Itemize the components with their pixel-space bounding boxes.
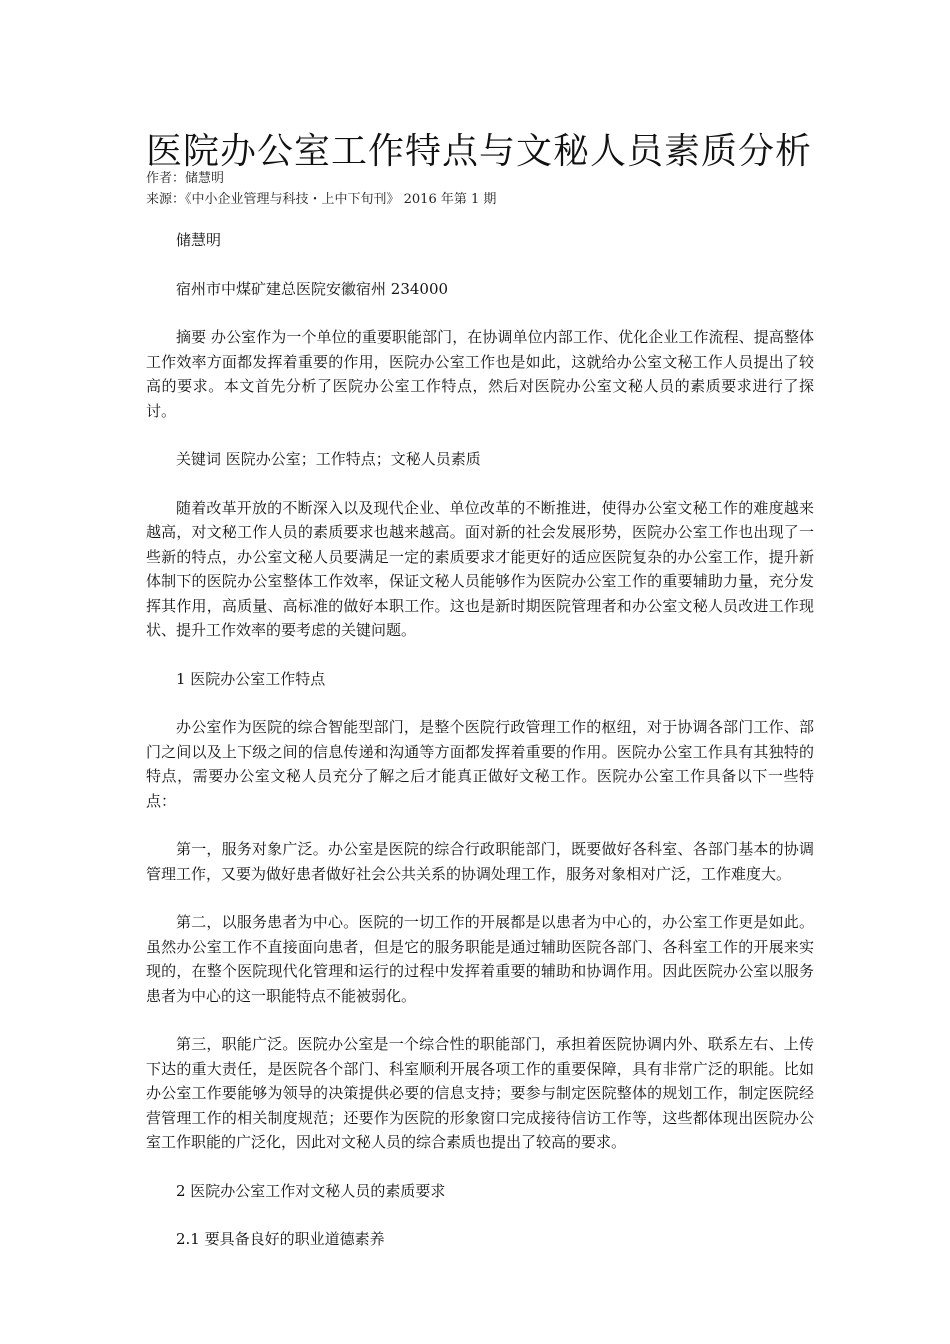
affiliation-paragraph: 宿州市中煤矿建总医院安徽宿州 234000 — [176, 279, 449, 298]
source-line: 来源：《中小企业管理与科技・上中下旬刊》 2016 年第 1 期 — [146, 192, 497, 207]
document-title: 医院办公室工作特点与文秘人员素质分析 — [146, 131, 813, 173]
section1-paragraph: 办公室作为医院的综合智能型部门，是整个医院行政管理工作的枢纽，对于协调各部门工作、部门之间以及上下级之间的信息传递和沟通等方面都发挥着重要的作用。医院办公室工作具有其独特的特点，需要办公室文秘人员充分了解之后才能真正做好文秘工作。医院办公室工作具备以下一些特点： — [146, 718, 814, 810]
intro-paragraph: 随着改革开放的不断深入以及现代企业、单位改革的不断推进，使得办公室文秘工作的难度越来越高，对文秘工作人员的素质要求也越来越高。面对新的社会发展形势，医院办公室工作也出现了一些新的特点，办公室文秘人员要满足一定的素质要求才能更好的适应医院复杂的办公室工作，提升新体制下的医院办公室整体工作效率，保证文秘人员能够作为医院办公室工作的重要辅助力量，充分发挥其作用，高质量、高标准的做好本职工作。这也是新时期医院管理者和办公室文秘人员改进工作现状、提升工作效率的要考虑的关键问题。 — [146, 498, 814, 639]
section-heading-1: 1 医院办公室工作特点 — [176, 669, 326, 688]
subsection-heading-2-1: 2.1 要具备良好的职业道德素养 — [176, 1230, 385, 1248]
author-line: 作者：储慧明 — [146, 171, 225, 186]
abstract-paragraph: 摘要 办公室作为一个单位的重要职能部门，在协调单位内部工作、优化企业工作流程、提高整体工作效率方面都发挥着重要的作用，医院办公室工作也是如此，这就给办公室文秘工作人员提出了较高的要求。本文首先分析了医院办公室工作特点，然后对医院办公室文秘人员的素质要求进行了探讨。 — [146, 328, 814, 420]
keywords-paragraph: 关键词 医院办公室；工作特点；文秘人员素质 — [176, 450, 481, 468]
point-third-paragraph: 第三，职能广泛。医院办公室是一个综合性的职能部门，承担着医院协调内外、联系左右、上传下达的重大责任，是医院各个部门、科室顺利开展各项工作的重要保障，具有非常广泛的职能。比如办公室工作要能够为领导的决策提供必要的信息支持；要参与制定医院整体的规划工作，制定医院经营管理工作的相关制度规范；还要作为医院的形象窗口完成接待信访工作等，这些都体现出医院办公室工作职能的广泛化，因此对文秘人员的综合素质也提出了较高的要求。 — [146, 1035, 814, 1151]
section-heading-2: 2 医院办公室工作对文秘人员的素质要求 — [176, 1181, 446, 1200]
document-body — [146, 228, 814, 1276]
point-first-paragraph: 第一，服务对象广泛。办公室是医院的综合行政职能部门，既要做好各科室、各部门基本的协调管理工作，又要为做好患者做好社会公共关系的协调处理工作，服务对象相对广泛，工作难度大。 — [146, 840, 814, 883]
point-second-paragraph: 第二，以服务患者为中心。医院的一切工作的开展都是以患者为中心的，办公室工作更是如此。虽然办公室工作不直接面向患者，但是它的服务职能是通过辅助医院各部门、各科室工作的开展来实现的，在整个医院现代化管理和运行的过程中发挥着重要的辅助和协调作用。因此医院办公室以服务患者为中心的这一职能特点不能被弱化。 — [146, 913, 814, 1005]
author-name-paragraph: 储慧明 — [176, 231, 222, 249]
